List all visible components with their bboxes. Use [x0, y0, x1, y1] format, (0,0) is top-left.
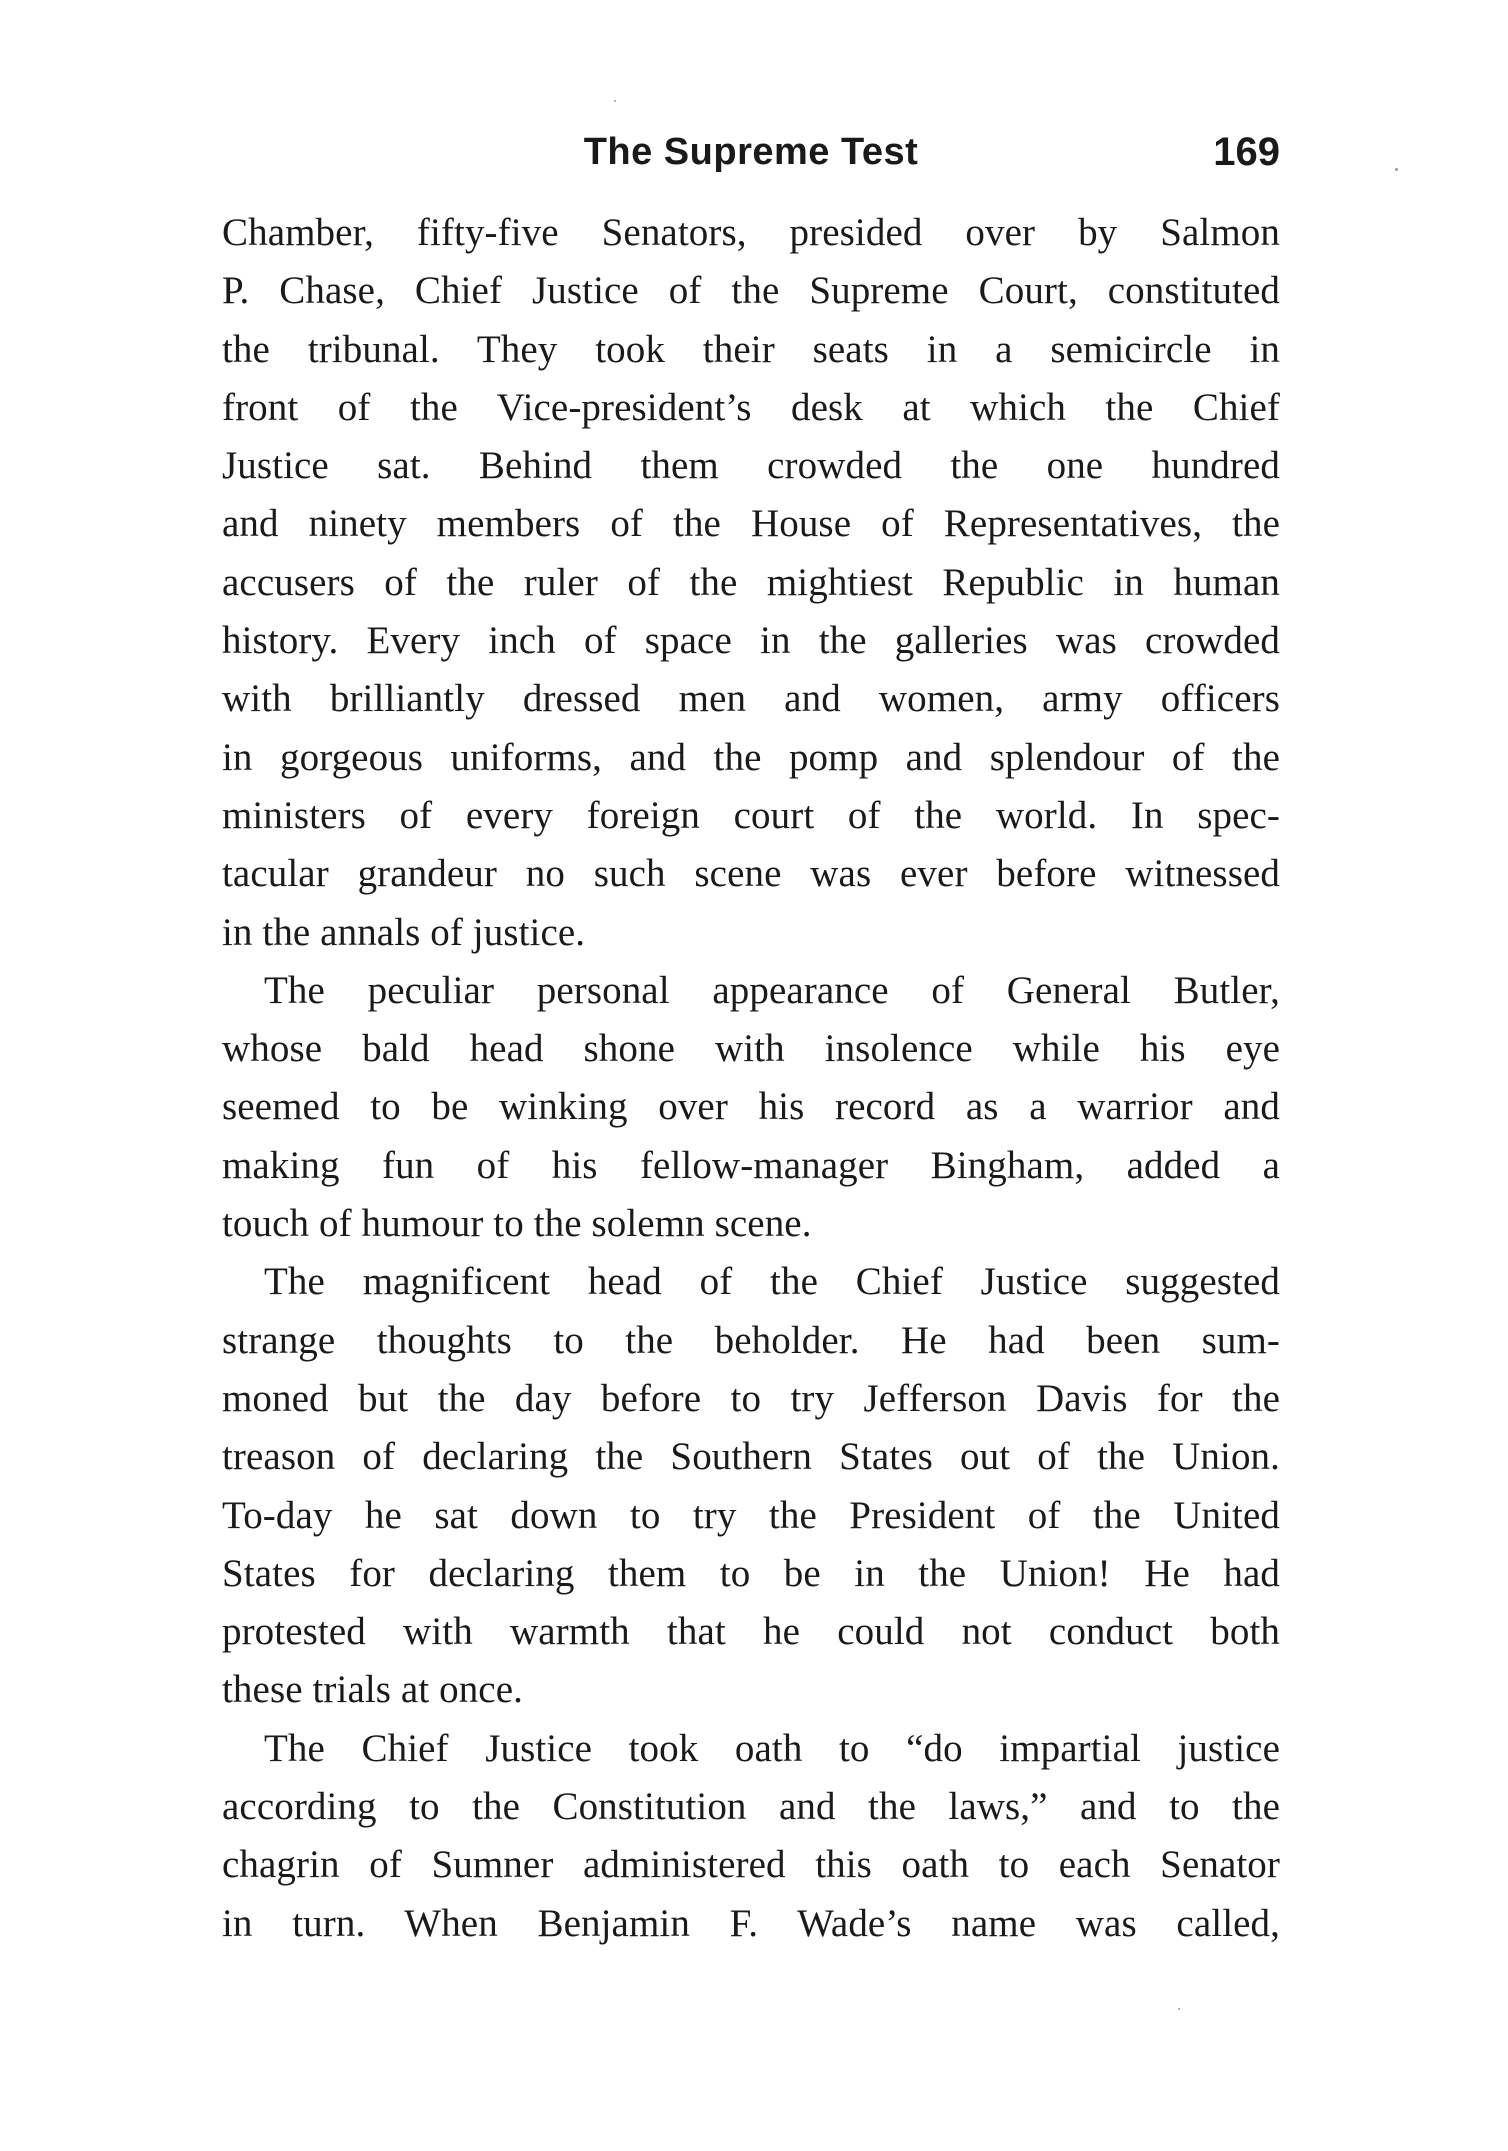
- paragraph: [222, 204, 1280, 962]
- text-line: in turn. When Benjamin F. Wade’s name was called,: [222, 1901, 1280, 1945]
- text-line: and ninety members of the House of Representatives, the: [222, 502, 1280, 546]
- text-line: according to the Constitution and the laws,” and to the: [222, 1785, 1280, 1829]
- text-line: ministers of every foreign court of the world. In spec-: [222, 793, 1280, 837]
- text-line: P. Chase, Chief Justice of the Supreme Court, constituted: [222, 269, 1280, 313]
- text-line: The magnificent head of the Chief Justice suggested: [264, 1260, 1280, 1304]
- text-line: The peculiar personal appearance of General Butler,: [264, 968, 1280, 1012]
- text-line: States for declaring them to be in the Union! He had: [222, 1551, 1280, 1595]
- text-line: strange thoughts to the beholder. He had been sum-: [222, 1318, 1280, 1362]
- text-line: tacular grandeur no such scene was ever before witnessed: [222, 852, 1280, 896]
- text-line: The Chief Justice took oath to “do impartial justice: [264, 1726, 1280, 1770]
- paragraph: [222, 962, 1280, 1253]
- text-line: chagrin of Sumner administered this oath to each Senator: [222, 1843, 1280, 1887]
- text-line: To-day he sat down to try the President of the United: [222, 1493, 1280, 1537]
- text-line: these trials at once.: [222, 1668, 523, 1712]
- text-line: making fun of his fellow-manager Bingham, added a: [222, 1143, 1280, 1187]
- text-line: front of the Vice-president’s desk at which the Chief: [222, 385, 1280, 429]
- scan-speck: [614, 100, 616, 102]
- text-line: seemed to be winking over his record as a warrior and: [222, 1085, 1280, 1129]
- paragraph: [222, 1720, 1280, 1953]
- text-line: Justice sat. Behind them crowded the one hundred: [222, 444, 1280, 488]
- page-number: 169: [1213, 130, 1280, 174]
- text-line: Chamber, fifty-five Senators, presided over by Salmon: [222, 211, 1280, 254]
- running-title: The Supreme Test: [583, 131, 919, 173]
- text-line: the tribunal. They took their seats in a semicircle in: [222, 327, 1280, 371]
- scan-speck: [1178, 2008, 1180, 2010]
- scan-speck: [1395, 168, 1398, 171]
- running-head: [222, 126, 1280, 178]
- text-line: accusers of the ruler of the mightiest Republic in human: [222, 560, 1280, 604]
- text-line: history. Every inch of space in the galleries was crowded: [222, 619, 1280, 663]
- paragraph: [222, 1253, 1280, 1719]
- text-line: treason of declaring the Southern States out of the Union.: [222, 1435, 1280, 1479]
- body-text: [222, 204, 1280, 1953]
- text-line: moned but the day before to try Jefferson Davis for the: [222, 1376, 1280, 1420]
- text-line: in the annals of justice.: [222, 910, 586, 954]
- text-line: with brilliantly dressed men and women, army officers: [222, 677, 1280, 721]
- text-line: whose bald head shone with insolence while his eye: [222, 1027, 1280, 1071]
- text-line: protested with warmth that he could not conduct both: [222, 1610, 1280, 1654]
- text-line: in gorgeous uniforms, and the pomp and splendour of the: [222, 735, 1280, 779]
- text-line: touch of humour to the solemn scene.: [222, 1202, 812, 1246]
